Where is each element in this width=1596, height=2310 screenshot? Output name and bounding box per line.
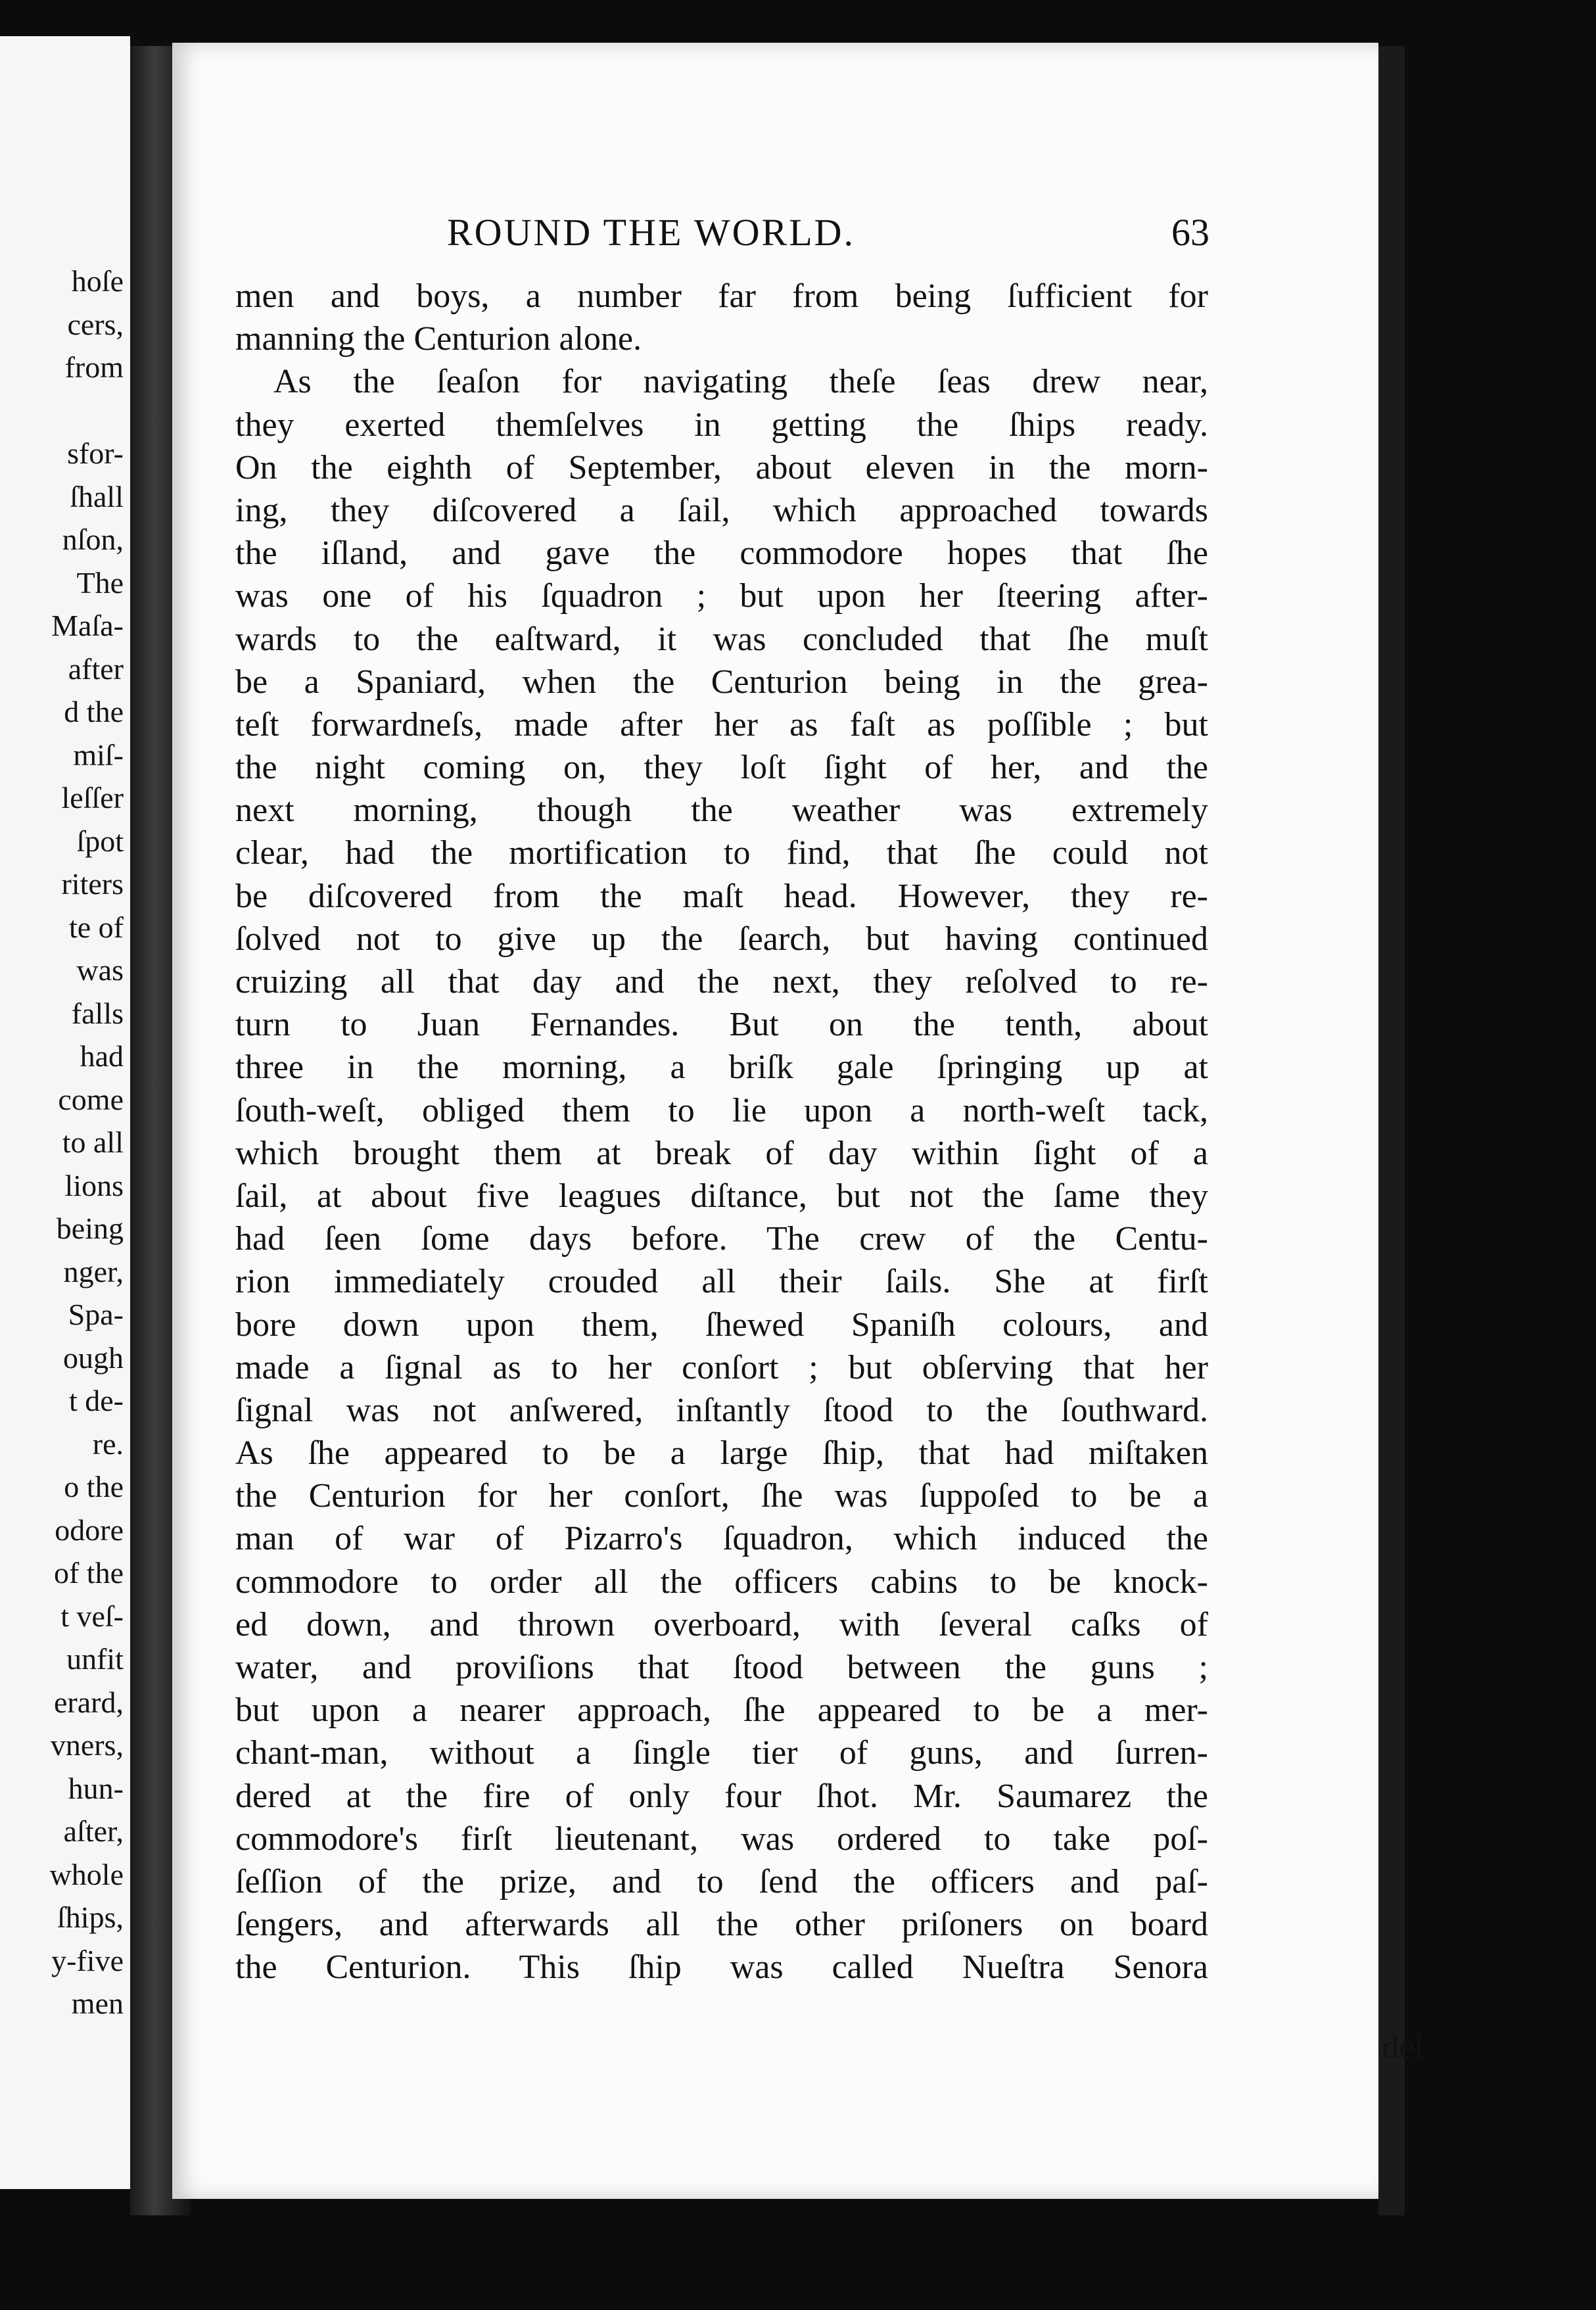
left-page-fragment: from [64,350,124,384]
left-page-fragment: ſpot [76,824,124,858]
left-page-fragment: vners, [50,1728,124,1762]
left-page-fragment: t veſ- [60,1599,124,1633]
text-line: next morning, though the weather was extremely [235,791,1208,830]
text-line: teſt forwardneſs, made after her as faſt as poſſible ; but [235,705,1208,743]
left-page-fragment: falls [71,996,124,1030]
text-line: ſouth-weſt, obliged them to lie upon a north-weſt tack, [235,1091,1208,1129]
left-page-fragment: te of [68,910,124,944]
text-line: As the ſeaſon for navigating theſe ſeas drew near, [273,363,1208,401]
left-page-fragment: odore [55,1513,124,1547]
left-page-fragment: d the [64,695,124,728]
left-page-fragment: hun- [68,1771,124,1805]
text-line: was one of his ſquadron ; but upon her ſteering after- [235,577,1208,615]
page-edge-shadow [1378,46,1405,2215]
text-line: As ſhe appeared to be a large ſhip, that had miſtaken [235,1434,1208,1473]
text-line: bore down upon them, ſhewed Spaniſh colours, and [235,1306,1208,1344]
left-page-fragment: riters [61,867,124,901]
left-page-fragment: erard, [54,1685,124,1719]
left-page-fragment: ſhips, [57,1900,124,1934]
text-line: men and boys, a number far from being ſufficient for [235,277,1208,315]
left-page-fragment: Maſa- [51,609,124,642]
text-line: clear, had the mortification to find, that ſhe could not [235,834,1208,872]
text-line: ed down, and thrown overboard, with ſeveral caſks of [235,1605,1208,1643]
left-page-fragment [50,389,124,433]
left-page-fragment: being [56,1212,124,1245]
text-line: ſengers, and afterwards all the other priſoners on board [235,1906,1208,1944]
text-line: manning the Centurion alone. [235,320,642,358]
text-line: the night coming on, they loſt ſight of her, and the [235,749,1208,787]
text-line: they exerted themſelves in getting the ſhips ready. [235,406,1208,444]
left-page-fragment: of the [53,1556,124,1590]
text-line: commodore's firſt lieutenant, was ordered to take poſ- [235,1820,1208,1858]
left-page-fragment: to all [62,1125,124,1159]
text-line: which brought them at break of day within ſight of a [235,1134,1208,1172]
left-page-text-fragments [50,260,124,2025]
text-line: the Centurion for her conſort, ſhe was ſuppoſed to be a [235,1477,1208,1515]
text-line: ing, they diſcovered a ſail, which approached towards [235,491,1208,529]
text-line: ſignal was not anſwered, inſtantly ſtood to the ſouthward. [235,1391,1208,1429]
left-page-fragment: leſſer [61,781,124,814]
text-line: the Centurion. This ſhip was called Nueſtra Senora [235,1948,1208,1987]
left-page-fragment: sfor- [67,436,124,470]
left-page-fragment: ough [63,1340,124,1375]
text-line: On the eighth of September, about eleven in the morn- [235,448,1208,486]
left-page-fragment: was [76,953,124,987]
text-line: commodore to order all the officers cabins to be knock- [235,1563,1208,1601]
text-line: chant-man, without a ſingle tier of guns, and ſurren- [235,1734,1208,1772]
left-page-fragment: nger, [63,1254,124,1288]
text-line: be diſcovered from the maſt head. However, they re- [235,877,1208,915]
left-page-fragment: miſ- [73,738,124,772]
left-page-fragment: lions [64,1168,124,1202]
left-page-fragment: The [76,565,124,600]
body-text [235,275,1208,1989]
text-line: turn to Juan Fernandes. But on the tenth, about [235,1006,1208,1044]
text-line: ſolved not to give up the ſearch, but having continued [235,920,1208,958]
left-page-fragment: come [58,1082,124,1116]
left-page-fragment: after [68,651,124,686]
text-line: wards to the eaſtward, it was concluded that ſhe muſt [235,620,1208,658]
text-line: made a ſignal as to her conſort ; but obſerving that her [235,1348,1208,1386]
page-number: 63 [1171,211,1209,254]
left-page-fragment: whole [49,1857,124,1891]
left-page-fragment: had [80,1039,124,1073]
text-line: the iſland, and gave the commodore hopes that ſhe [235,534,1208,573]
text-line: but upon a nearer approach, ſhe appeared to be a mer- [235,1691,1208,1730]
text-line: water, and proviſions that ſtood between the guns ; [235,1649,1208,1686]
left-page-fragment: hoſe [71,264,124,298]
left-page-fragment: men [71,1987,124,2020]
text-line: had ſeen ſome days before. The crew of the Centu- [235,1220,1208,1258]
left-page-fragment: ſhall [70,479,124,513]
left-page-fragment: cers, [67,307,124,341]
text-line: dered at the fire of only four ſhot. Mr. Saumarez the [235,1777,1208,1815]
left-page-fragment: nſon, [62,523,124,556]
left-page-fragment: re. [92,1426,124,1461]
left-page-fragment: unfit [66,1642,124,1676]
left-page-fragment: t de- [68,1384,124,1417]
left-page-fragment: aſter, [63,1814,124,1848]
text-line: cruizing all that day and the next, they reſolved to re- [235,963,1208,1001]
text-line: be a Spaniard, when the Centurion being in the grea- [235,663,1208,701]
left-page-fragment: y-five [51,1943,124,1977]
running-head: ROUND THE WORLD. [447,211,856,254]
left-page-edge [0,36,130,2189]
text-line: rion immediately crouded all their ſails. She at firſt [235,1263,1208,1301]
catchword: del [1382,2029,1424,2066]
left-page-fragment: o the [64,1470,124,1503]
text-line: three in the morning, a briſk gale ſpringing up at [235,1049,1208,1087]
text-line: man of war of Pizarro's ſquadron, which induced the [235,1520,1208,1558]
text-line: ſail, at about five leagues diſtance, but not the ſame they [235,1177,1208,1215]
left-page-fragment: Spa- [68,1298,124,1331]
page-header [237,210,1209,263]
text-line: ſeſſion of the prize, and to ſend the officers and paſ- [235,1862,1208,1900]
